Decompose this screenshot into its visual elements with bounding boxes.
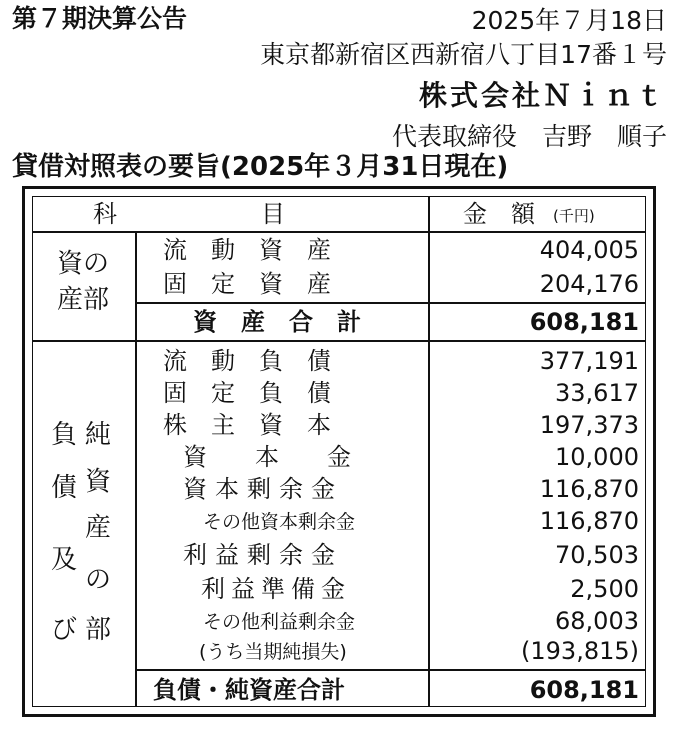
item-net-loss: (うち当期純損失) [199, 641, 347, 663]
company-name: 株式会社Ｎｉｎｔ [418, 79, 667, 112]
item-other-retained-earnings: その他利益剰余金 [203, 611, 356, 633]
assets-total-divider [135, 302, 645, 304]
item-capital-stock: 資 本 金 [183, 443, 351, 471]
item-liab-total: 負債・純資産合計 [153, 676, 345, 704]
liab-total-divider [135, 669, 645, 671]
assets-divider [33, 340, 645, 342]
balance-sheet-frame [22, 186, 656, 717]
value-current-liabilities: 377,191 [539, 347, 639, 375]
statement-title: 貸借対照表の要旨(2025年３月31日現在) [12, 152, 509, 182]
item-other-capital-surplus: その他資本剰余金 [203, 511, 356, 533]
header-divider [33, 231, 645, 233]
item-assets-total: 資 産 合 計 [193, 308, 361, 336]
notice-date: 2025年７月18日 [471, 6, 667, 35]
value-fixed-assets: 204,176 [539, 270, 639, 298]
value-other-retained-earnings: 68,003 [555, 607, 639, 635]
liab-group-char-4: び [51, 615, 78, 645]
liab-group-char-9: 部 [85, 615, 112, 645]
value-liab-total: 608,181 [529, 676, 639, 704]
value-capital-surplus: 116,870 [539, 475, 639, 503]
value-current-assets: 404,005 [539, 236, 639, 264]
item-legal-reserve: 利益準備金 [201, 575, 351, 603]
value-retained-earnings: 70,503 [555, 541, 639, 569]
value-net-loss: (193,815) [521, 637, 639, 665]
balance-sheet-table [32, 196, 646, 707]
value-capital-stock: 10,000 [555, 443, 639, 471]
col-item-header: 科 目 [93, 200, 285, 228]
item-shareholders-equity: 株 主 資 本 [163, 411, 331, 439]
unit-label: (千円) [553, 207, 595, 225]
liab-group-char-2: 債 [51, 473, 78, 503]
item-current-liabilities: 流 動 負 債 [163, 347, 331, 375]
item-retained-earnings: 利益剰余金 [183, 541, 343, 569]
liab-group-char-8: の [85, 565, 112, 595]
item-capital-surplus: 資本剰余金 [183, 475, 343, 503]
notice-title: 第７期決算公告 [12, 4, 188, 33]
company-address: 東京都新宿区西新宿八丁目17番１号 [260, 40, 667, 69]
group-divider [135, 231, 137, 706]
item-fixed-liabilities: 固 定 負 債 [163, 379, 331, 407]
representative: 代表取締役 吉野 順子 [391, 122, 667, 151]
liab-group-char-5: 純 [85, 420, 112, 450]
liab-group-char-1: 負 [51, 420, 78, 450]
liab-group-char-6: 資 [85, 467, 112, 497]
liab-group-char-3: 及 [51, 545, 78, 575]
liab-group-char-7: 産 [85, 513, 112, 543]
assets-group-label-1: 資の [57, 249, 110, 279]
item-fixed-assets: 固 定 資 産 [163, 270, 331, 298]
item-current-assets: 流 動 資 産 [163, 236, 331, 264]
assets-group-label-2: 産部 [57, 285, 110, 315]
col-amount-header: 金 額 [463, 200, 535, 228]
value-other-capital-surplus: 116,870 [539, 507, 639, 535]
value-legal-reserve: 2,500 [570, 575, 639, 603]
value-fixed-liabilities: 33,617 [555, 379, 639, 407]
amount-divider [428, 197, 430, 706]
value-shareholders-equity: 197,373 [539, 411, 639, 439]
value-assets-total: 608,181 [529, 308, 639, 336]
